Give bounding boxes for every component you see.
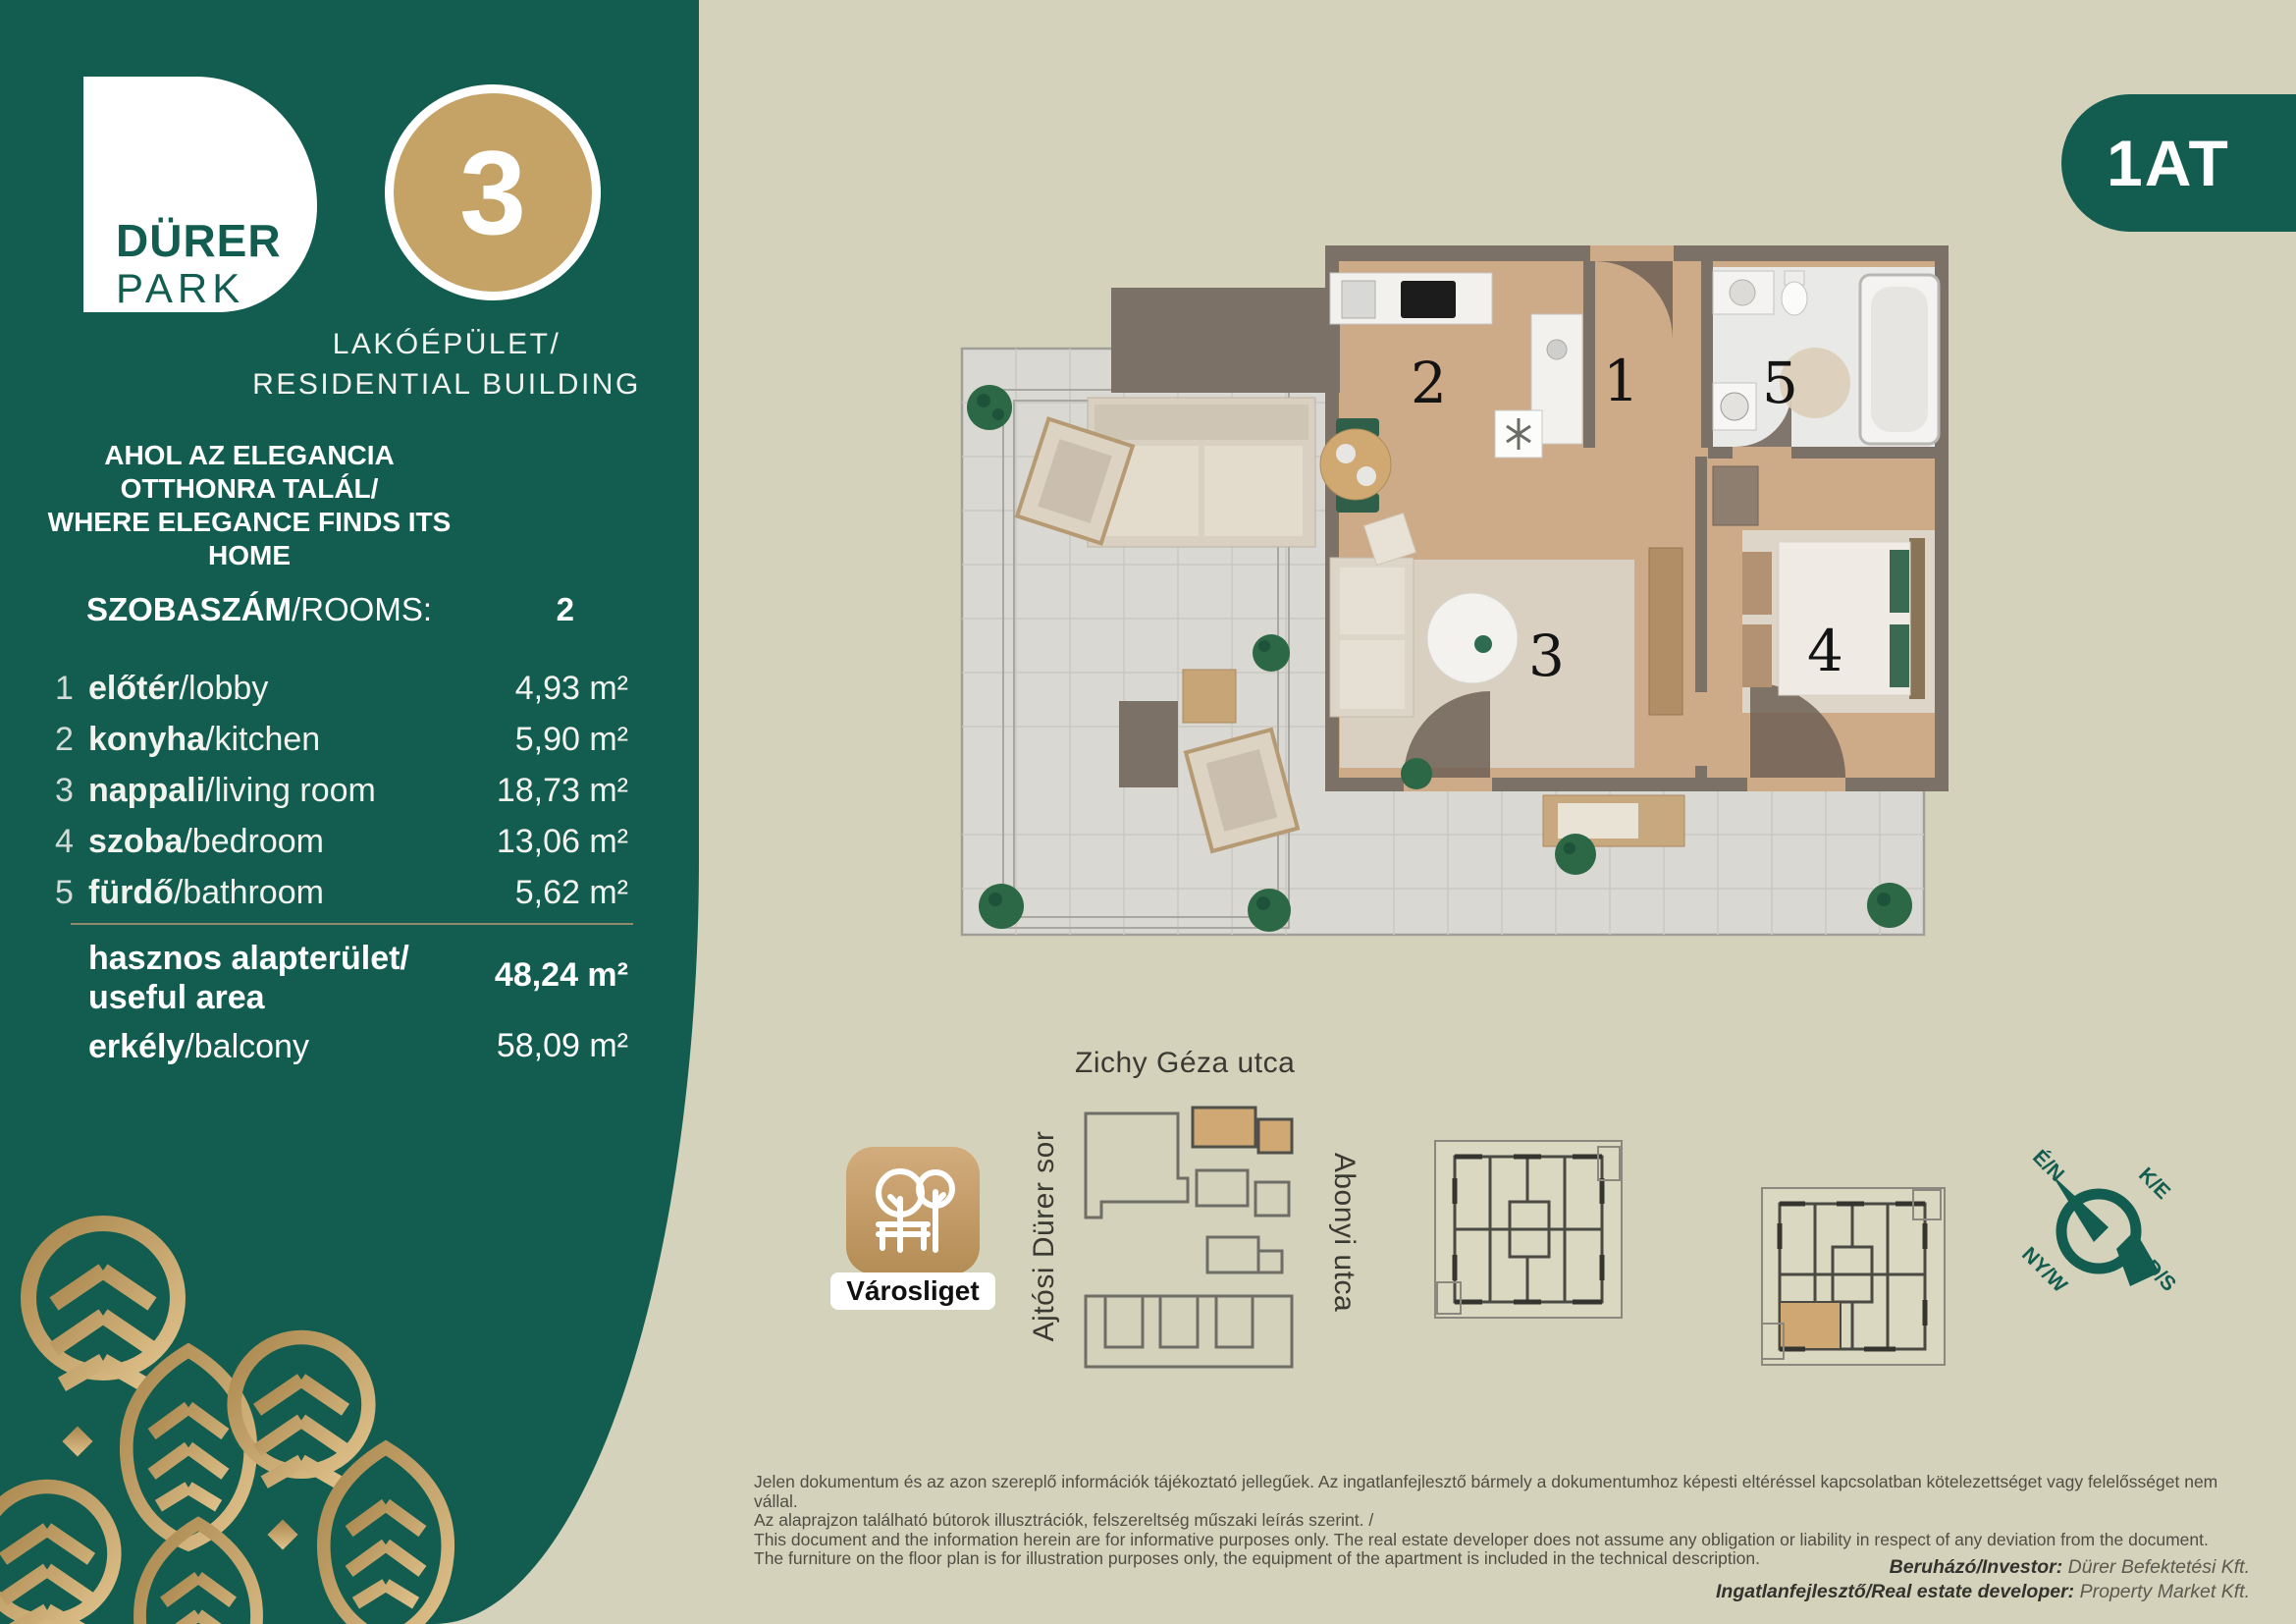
balcony-value: 58,09 m² [496,1027,628,1064]
key-plan-full-floor [1433,1139,1626,1322]
table-row [0,670,699,721]
compass-rose [2001,1127,2207,1314]
row-num: 4 [55,823,74,860]
row-num: 2 [55,721,74,758]
investor-line [1716,1555,2250,1580]
investor-label: Beruházó/Investor: [1889,1556,2063,1578]
location-map [1080,1100,1306,1384]
table-divider [71,923,633,925]
building-label [236,324,658,405]
row-name-hu: konyha [88,721,206,758]
building-number-badge [385,84,601,300]
apartment-interior [1325,245,1949,791]
terrace-pillar [1119,701,1178,787]
useful-area-hu: hasznos alapterület/ [88,940,409,977]
highlighted-unit [1780,1302,1841,1349]
investor-value: Dürer Befektetési Kft. [2062,1556,2250,1578]
useful-area-label [88,939,409,1017]
varosliget-label: Városliget [830,1272,995,1310]
row-num: 3 [55,772,74,809]
varosliget-park-icon [846,1147,980,1274]
street-label-left: Ajtósi Dürer sor [1028,1130,1060,1342]
outdoor-wall-stub [1111,288,1340,393]
logo-subtitle: PARK [116,265,245,311]
row-num: 5 [55,874,74,911]
row-name-en: /kitchen [205,721,321,758]
rooms-header [86,591,628,628]
table-row [0,772,699,823]
street-label-top: Zichy Géza utca [1075,1047,1296,1079]
row-name-en: /living room [205,772,376,809]
row-name-hu: fürdő [88,874,174,911]
building-label-en: RESIDENTIAL BUILDING [252,368,641,401]
bedroom-number-label: 4 [1807,618,1843,684]
row-area: 5,90 m² [514,721,628,758]
row-name-en: /bathroom [173,874,324,911]
rooms-header-hu: SZOBASZÁM [86,591,292,627]
durer-park-building-highlight [1193,1108,1255,1147]
developer-label: Ingatlanfejlesztő/Real estate developer: [1715,1581,2075,1602]
developer-line [1716,1580,2250,1604]
unit-code-badge [2061,94,2296,232]
kitchen-number-label: 2 [1411,350,1447,416]
row-name-hu: nappali [88,772,206,809]
durer-park-logo [83,77,317,312]
footer-credits [1716,1555,2250,1604]
developer-value: Property Market Kft. [2074,1581,2250,1602]
apartment-floorplan [957,236,1958,943]
tagline-hu: AHOL AZ ELEGANCIA OTTHONRA TALÁL/ [104,440,395,504]
useful-area-en: useful area [88,979,265,1016]
unit-code: 1AT [2107,127,2230,199]
compass-east-label: K/E [2134,1163,2175,1204]
logo-title: DÜRER [116,215,282,266]
rooms-count: 2 [556,591,574,627]
building-number: 3 [459,126,526,259]
row-name-en: /lobby [179,670,269,707]
row-area: 4,93 m² [514,670,628,707]
table-row [0,874,699,925]
compass-south-label: D/S [2140,1255,2181,1296]
disclaimer-text [754,1473,2266,1569]
row-num: 1 [55,670,74,707]
building-label-hu: LAKÓÉPÜLET/ [332,328,561,360]
row-area: 18,73 m² [496,772,628,809]
compass-north-label: É/N [2028,1145,2069,1186]
row-area: 5,62 m² [514,874,628,911]
table-row [0,823,699,874]
row-name-hu: szoba [88,823,184,860]
lobby-number-label: 1 [1603,348,1639,414]
disclaimer-line: The furniture on the floor plan is for illustration purposes only, the equipment of the apartment is included in the technical description. [754,1548,1760,1568]
rooms-header-en: /ROOMS: [292,591,433,627]
row-name-en: /bedroom [183,823,324,860]
living-number-label: 3 [1528,623,1565,689]
disclaimer-line: This document and the information herein are for informative purposes only. The real estate developer does not assume any obligation or liability in respect of any deviation from the document. [754,1529,2209,1549]
row-name-hu: előtér [88,670,180,707]
balcony-hu: erkély [88,1028,186,1065]
street-label-right: Abonyi utca [1328,1152,1361,1313]
disclaimer-line: Az alaprajzon található bútorok illusztrációk, felszereltség műszaki leírás szerint. / [754,1510,1374,1530]
disclaimer-line: Jelen dokumentum és az azon szereplő információk tájékoztató jellegűek. Az ingatlanfejlesztő bármely a dokumentumhoz képesti eltéréssel kapcsolatban kötelezettséget vagy felelősséget nem vállal. [754,1472,2218,1511]
bath-number-label: 5 [1762,350,1798,416]
tree-pattern-decoration [0,1153,699,1624]
tagline [27,439,471,572]
compass-west-label: NY/W [2017,1242,2072,1297]
sidebar-panel [0,0,699,1624]
row-area: 13,06 m² [496,823,628,860]
useful-area-value: 48,24 m² [494,956,628,994]
table-row [0,721,699,772]
balcony-en: /balcony [185,1028,309,1065]
balcony-label [88,1027,309,1066]
tagline-en: WHERE ELEGANCE FINDS ITS HOME [47,507,452,570]
key-plan-unit-location [1760,1186,1949,1369]
